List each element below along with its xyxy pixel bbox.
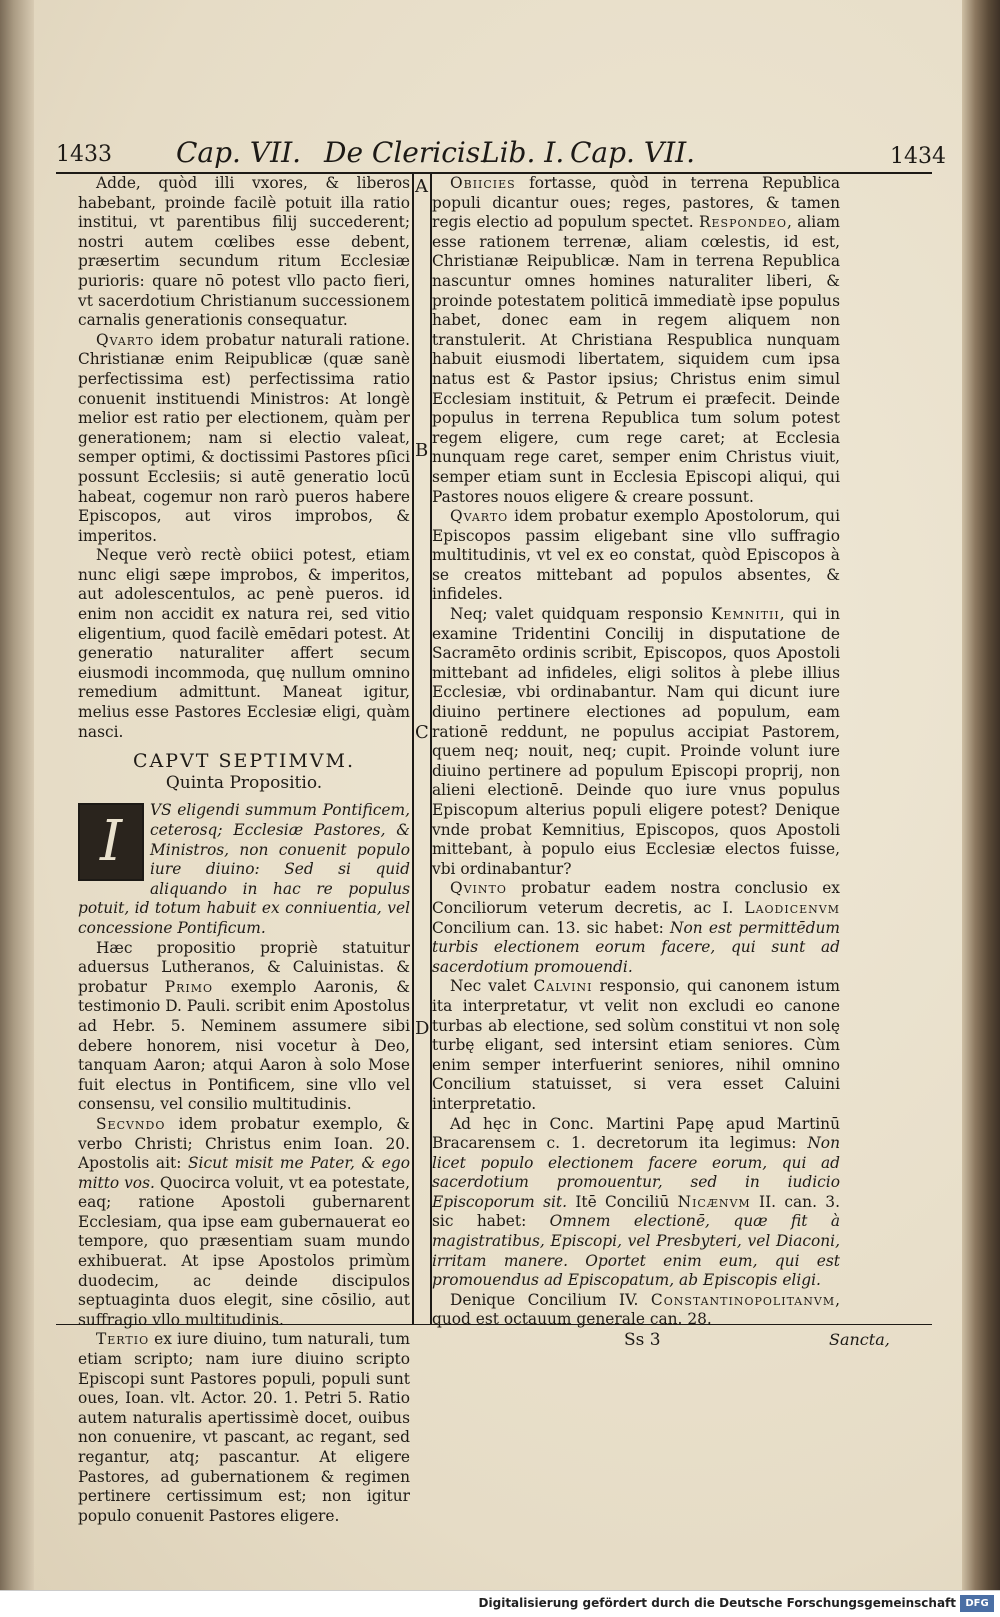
left-paragraph: Hæc propositio propriè statuitur aduersus Lutheranos, & Caluinistas. & probatur Primo exemplo Aaronis, & testimonio D. Pauli. scribit enim Apostolus ad Hebr. 5. Neminem assumere sibi debere honorem, nisi vocetur à Deo, tanquam Aaron; atqui Aaron à solo Mose fuit electus in Pontificem, sine vllo vel consensu, vel consilio multitudinis. xyxy=(78,938,410,1114)
margin-letter-c: C xyxy=(415,722,429,743)
book-number: Lib. I. xyxy=(481,136,565,169)
left-paragraph: Neque verò rectè obiici potest, etiam nunc eligi sæpe improbos, & imperitos, aut adolescentulos, ac penè pueros. id enim non accidit ex natura rei, sed vitio eligentium, quod facilè emēdari potest. At generatio naturaliter affert secum eiusmodi incommoda, quę nullum omnino remedium admittunt. Maneat igitur, melius esse Pastores Ecclesiæ eligi, quàm nasci. xyxy=(78,546,410,741)
right-paragraph: Obiicies fortasse, quòd in terrena Republica populi dicantur oues; reges, pastores, & tamen regis electio ad populum spectet. Respondeo, aliam esse rationem terrenæ, aliam cœlestis, id est, Christianæ Reipublicæ. Nam in terrena Republica nascuntur omnes homines naturaliter liberi, & proinde potestatem politicā immediatè ipse populus habet, donec eam in regem aliquem non transtulerit. At Christiana Respublica nunquam habuit eiusmodi libertatem, siquidem cum ipsa natus est & Pastor ipsius; Christus enim simul Ecclesiam instituit, & Petrum ei præfecit. Deinde populus in terrena Republica tum solum potest regem eligere, cum rege caret; at Ecclesia nunquam rege caret, semper enim Christus viuit, semper etiam sunt in Ecclesia Episcopi aliqui, qui Pastores nouos eligere & creare possunt. xyxy=(432,174,840,506)
left-paragraph: Adde, quòd illi vxores, & liberos habebant, proinde facilè potuit illa ratio institui, vt parentibus filij succederent; nostri autem cœlibes esse debent, præsertim secundum ritum Ecclesiæ purioris: quare nō potest vllo pacto fieri, vt sacerdotium Christianum successionem carnalis generationis consequatur. xyxy=(78,174,410,330)
running-head xyxy=(56,136,946,174)
right-paragraph: Neq; valet quidquam responsio Kemnitii, qui in examine Tridentini Concilij in disputatione de Sacramēto ordinis scribit, Episcopos, quos Apostoli mittebant ad infideles, eligi solitos à plebe illius Ecclesiæ, vbi ordinabantur. Nam qui dicunt iure diuino pertinere electiones ad populum, eam rationē reddunt, ne populus accipiat Pastorem, quem neq; nouit, neq; cupit. Proinde volunt iure diuino pertinere ad populum Episcopi proprij, non alieni electionē. Deinde quo iure vnus populus Episcopum alterius populi eligere potest? Denique vnde probat Kemnitius, Episcopos, quos Apostoli mittebant, à populo eius Ecclesiæ electos fuisse, vbi ordinabantur? xyxy=(432,605,840,878)
chapter-label-left: Cap. VII. xyxy=(176,136,302,169)
footer-credit: Digitalisierung gefördert durch die Deutsche Forschungsgemeinschaft xyxy=(478,1596,956,1610)
catchword: Sancta, xyxy=(829,1330,890,1349)
chapter-title: CAPVT SEPTIMVM. xyxy=(133,750,355,773)
column-rule-left xyxy=(412,172,414,1324)
right-column xyxy=(432,174,840,1330)
margin-letter-a: A xyxy=(415,176,428,197)
page-number-right: 1434 xyxy=(890,144,946,169)
chapter-subtitle: Quinta Propositio. xyxy=(165,772,323,793)
decorated-initial: I xyxy=(78,803,144,881)
margin-letter-b: B xyxy=(415,440,429,461)
chapter-label-right: Cap. VII. xyxy=(570,136,696,169)
left-paragraph: Tertio ex iure diuino, tum naturali, tum etiam scripto; nam iure diuino scripto Episcopi sunt Pastores populi, populi sunt oues, Ioan. vlt. Actor. 20. 1. Petri 5. Ratio autem naturalis apertissimè docet, ouibus non conuenire, vt pascant, ac regant, sed regantur, atq; pascantur. At eligere Pastores, ad gubernationem & regimen pertinere certissimum est; non igitur populo conuenit Pastores eligere. xyxy=(78,1330,410,1525)
book-title: De Clericis. xyxy=(324,136,490,169)
signature-mark: Ss 3 xyxy=(624,1330,661,1350)
right-paragraph: Qvarto idem probatur exemplo Apostolorum, qui Episcopos passim eligebant sine vllo suffragio multitudinis, vt vel ex eo constat, quòd Episcopos à se creatos mittebant ad populos absentes, & infideles. xyxy=(432,507,840,604)
left-paragraph: Secvndo idem probatur exemplo, & verbo Christi; Christus enim Ioan. 20. Apostolis ait: Sicut misit me Pater, & ego mitto vos. Quocirca voluit, vt ea potestate, eaq; ratione Apostoli gubernarent Ecclesiam, qua ipse eam gubernauerat eo tempore, quo præsentiam suam mundo exhibuerat. At ipse Apostolos primùm duodecim, ac deinde discipulos septuaginta duos elegit, sine cōsilio, aut suffragio vllo multitudinis. xyxy=(78,1114,411,1329)
right-paragraph: Denique Concilium IV. Constantinopolitanvm, quod est octauum generale can. 28. xyxy=(432,1290,840,1329)
digitization-footer xyxy=(0,1590,1000,1617)
dfg-logo: DFG xyxy=(960,1595,994,1612)
left-paragraph: Qvarto idem probatur naturali ratione. Christianæ enim Reipublicæ (quæ sanè perfectissima est) perfectissima ratio conuenit instituendi Ministros: At longè melior est ratio per electionem, quàm per generationem; nam si electio valeat, semper optimi, & doctissimi Pastores pſici possunt Ecclesiis; si autē generatio locū habeat, cogemur non rarò pueros habere Episcopos, aut viros improbos, & imperitos. xyxy=(78,330,410,545)
left-column xyxy=(78,174,410,1526)
book-page xyxy=(34,0,962,1590)
right-paragraph: Ad hęc in Conc. Martini Papę apud Martinū Bracarensem c. 1. decretorum ita legimus: Non licet populo electionem facere eorum, qui ad sacerdotium promouentur, sed in iudicio Episcoporum sit. Itē Conciliū Nicænvm II. can. 3. sic habet: Omnem electionē, quæ fit à magistratibus, Episcopi, vel Presbyteri, vel Diaconi, irritam manere. Oportet enim eum, qui est promouendus ad Episcopatum, ab Episcopis eligi. xyxy=(432,1114,840,1290)
margin-letter-d: D xyxy=(415,1018,430,1039)
binding-right-edge xyxy=(962,0,1000,1590)
proposition-text: I VS eligendi summum Pontificem, ceterosq; Ecclesiæ Pastores, & Ministros, non conuenit populo iure diuino: Sed si quid aliquando in hac re populus potuit, id totum habuit ex conniuentia, vel concessione Pontificum. xyxy=(78,801,410,937)
right-paragraph: Nec valet Calvini responsio, qui canonem istum ita interpretatur, vt velit non excludi eo canone turbas ab electione, sed solùm constitui vt non solę turbę eligant, sed intersint etiam seniores. Cùm enim semper interfuerint seniores, nihil omnino Concilium statuisset, si vera esset Caluini interpretatio. xyxy=(432,977,840,1113)
page-number-left: 1433 xyxy=(56,142,112,167)
binding-left-edge xyxy=(0,0,34,1590)
right-paragraph: Qvinto probatur eadem nostra conclusio ex Conciliorum veterum decretis, ac I. Laodicenvm Concilium can. 13. sic habet: Non est permittēdum turbis electionem eorum facere, qui sunt ad sacerdotium promouendi. xyxy=(432,879,840,976)
